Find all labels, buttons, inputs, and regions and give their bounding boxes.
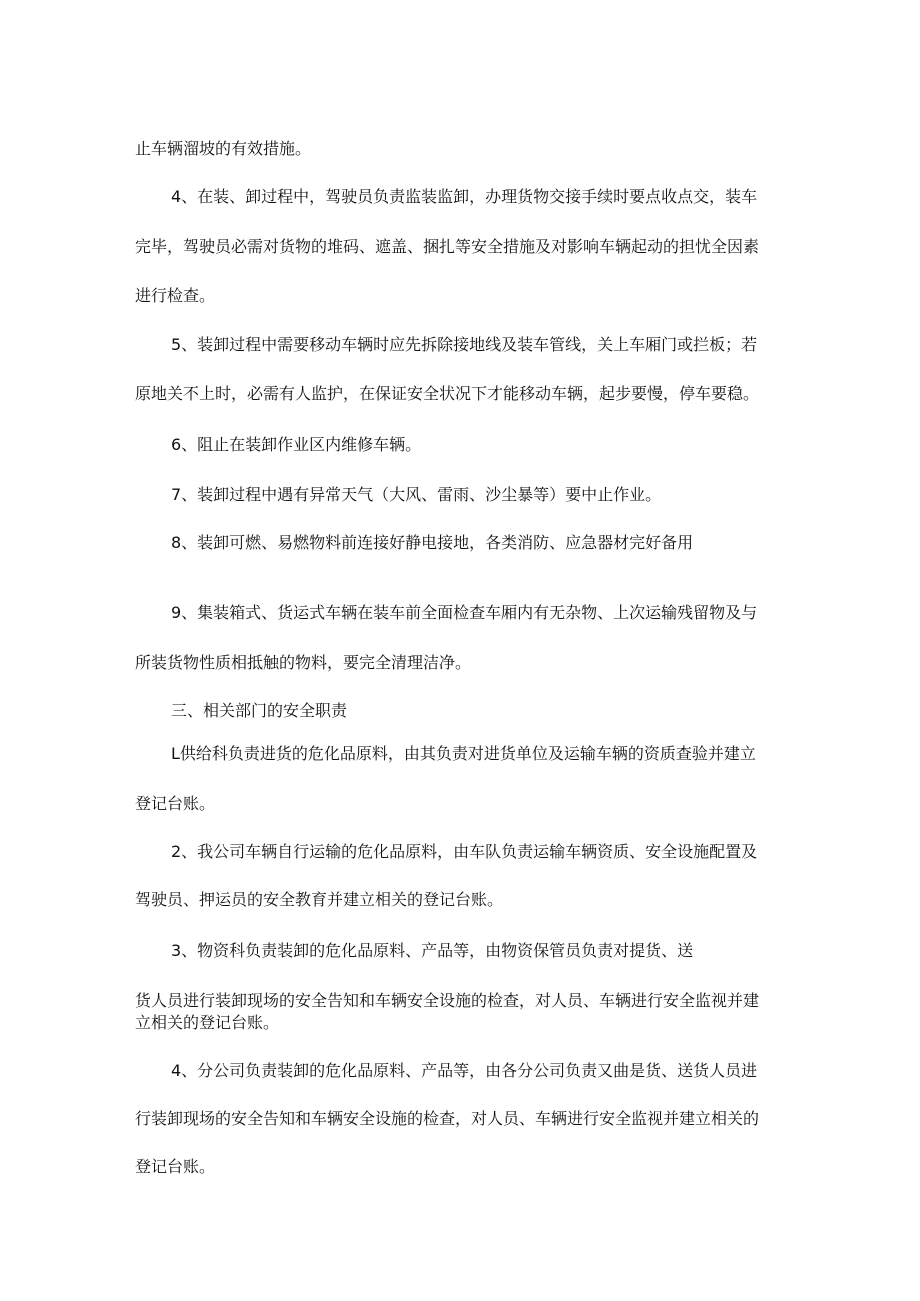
text-line: 进行检查。	[135, 286, 216, 305]
text-line: 驾驶员、押运员的安全教育并建立相关的登记台账。	[135, 890, 504, 909]
text-line: 7、装卸过程中遇有异常天气（大风、雷雨、沙尘暴等）要中止作业。	[171, 485, 662, 504]
text-line: 4、在装、卸过程中，驾驶员负责监装监卸，办理货物交接手续时要点收点交，装车	[171, 187, 758, 206]
text-line: L供给科负责进货的危化品原料，由其负责对进货单位及运输车辆的资质查验并建立	[171, 744, 756, 763]
text-line: 完毕，驾驶员必需对货物的堆码、遮盖、捆扎等安全措施及对影响车辆起动的担忧全因素	[135, 237, 760, 256]
text-line: 8、装卸可燃、易燃物料前连接好静电接地，各类消防、应急器材完好备用	[171, 533, 694, 552]
text-line: 4、分公司负责装卸的危化品原料、产品等，由各分公司负责又曲是货、送货人员进	[171, 1061, 758, 1080]
text-line: 登记台账。	[135, 1157, 216, 1176]
text-line: 6、阻止在装卸作业区内维修车辆。	[171, 435, 422, 454]
text-line: 5、装卸过程中需要移动车辆时应先拆除接地线及装车管线，关上车厢门或拦板；若	[171, 335, 758, 354]
text-line: 原地关不上时，必需有人监护，在保证安全状况下才能移动车辆，起步要慢，停车要稳。	[135, 384, 760, 403]
text-line: 登记台账。	[135, 794, 216, 813]
text-line: 行装卸现场的安全告知和车辆安全设施的检查，对人员、车辆进行安全监视并建立相关的	[135, 1109, 760, 1128]
text-line: 止车辆溜坡的有效措施。	[135, 139, 312, 158]
text-line: 3、物资科负责装卸的危化品原料、产品等，由物资保管员负责对提货、送	[171, 941, 694, 960]
text-line: 立相关的登记台账。	[135, 1013, 280, 1032]
text-line: 所装货物性质相抵触的物料，要完全清理洁净。	[135, 653, 472, 672]
text-line: 货人员进行装卸现场的安全告知和车辆安全设施的检查，对人员、车辆进行安全监视并建	[135, 991, 760, 1010]
text-line: 2、我公司车辆自行运输的危化品原料，由车队负责运输车辆资质、安全设施配置及	[171, 842, 758, 861]
section-heading: 三、相关部门的安全职责	[171, 701, 348, 720]
text-line: 9、集装箱式、货运式车辆在装车前全面检查车厢内有无杂物、上次运输残留物及与	[171, 603, 758, 622]
